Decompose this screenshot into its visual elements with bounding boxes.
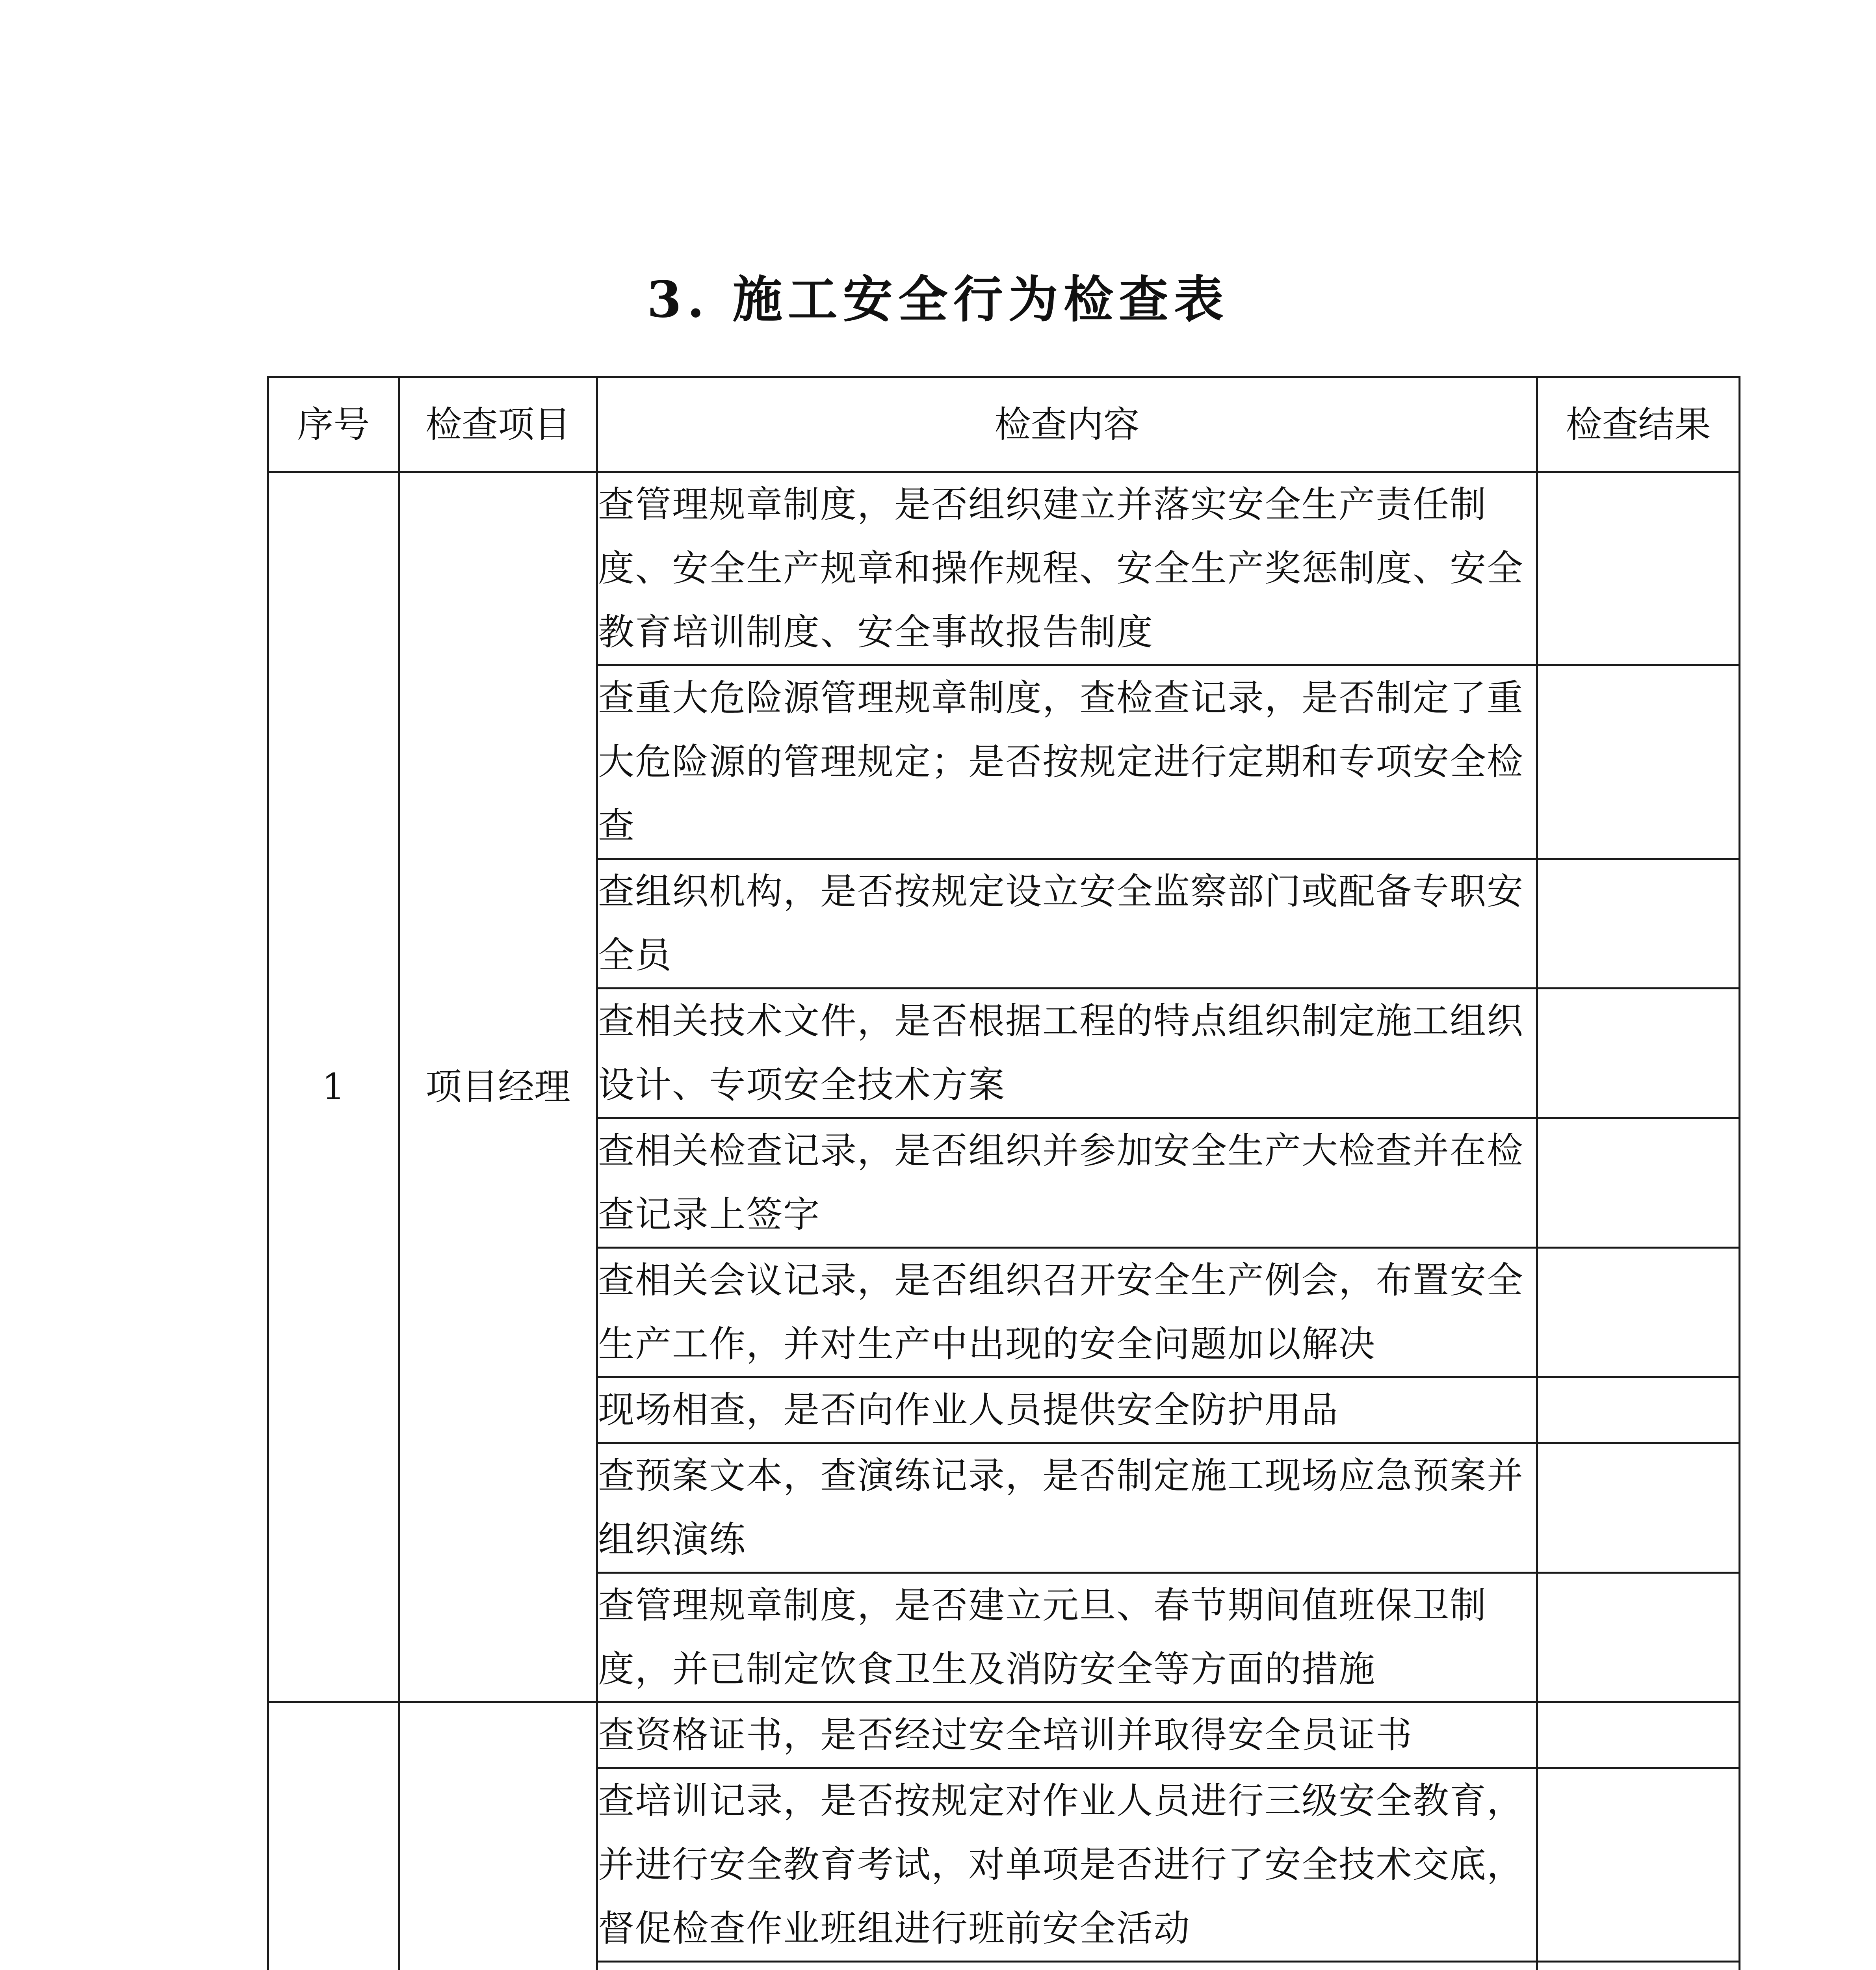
check-result-cell[interactable] [1537, 1118, 1740, 1248]
check-result-cell[interactable] [1537, 1443, 1740, 1573]
check-content: 查重大危险源管理规章制度，查检查记录，是否制定了重大危险源的管理规定；是否按规定进行定期和专项安全检查 [597, 665, 1537, 859]
check-item [399, 1702, 597, 1970]
check-content [597, 1962, 1537, 1970]
check-content: 查相关技术文件，是否根据工程的特点组织制定施工组织设计、专项安全技术方案 [597, 989, 1537, 1118]
table-header-row [268, 377, 1740, 472]
check-item: 项目经理 [399, 472, 597, 1702]
page-title: 3. 施工安全行为检查表 [647, 270, 1229, 329]
table-row [268, 472, 1740, 665]
row-number: 1 [268, 472, 399, 1702]
check-result-cell[interactable] [1537, 989, 1740, 1118]
check-result-cell[interactable] [1537, 1248, 1740, 1377]
check-result-cell[interactable] [1537, 1702, 1740, 1768]
header-item: 检查项目 [399, 377, 597, 472]
check-content: 查组织机构，是否按规定设立安全监察部门或配备专职安全员 [597, 859, 1537, 989]
header-no: 序号 [268, 377, 399, 472]
check-result-cell[interactable] [1537, 665, 1740, 859]
check-result-cell[interactable] [1537, 1573, 1740, 1702]
check-content: 查管理规章制度，是否组织建立并落实安全生产责任制度、安全生产规章和操作规程、安全生产奖惩制度、安全教育培训制度、安全事故报告制度 [597, 472, 1537, 665]
check-content: 现场相查，是否向作业人员提供安全防护用品 [597, 1377, 1537, 1443]
check-content: 查资格证书，是否经过安全培训并取得安全员证书 [597, 1702, 1537, 1768]
inspection-table [267, 376, 1740, 1970]
check-result-cell[interactable] [1537, 859, 1740, 989]
check-content: 查相关检查记录，是否组织并参加安全生产大检查并在检查记录上签字 [597, 1118, 1537, 1248]
row-number [268, 1702, 399, 1970]
header-result: 检查结果 [1537, 377, 1740, 472]
check-result-cell[interactable] [1537, 472, 1740, 665]
check-result-cell[interactable] [1537, 1377, 1740, 1443]
check-content: 查培训记录，是否按规定对作业人员进行三级安全教育，并进行安全教育考试，对单项是否进行了安全技术交底，督促检查作业班组进行班前安全活动 [597, 1768, 1537, 1962]
check-result-cell[interactable] [1537, 1768, 1740, 1962]
table-row [268, 1702, 1740, 1768]
check-content: 查相关会议记录，是否组织召开安全生产例会，布置安全生产工作，并对生产中出现的安全问题加以解决 [597, 1248, 1537, 1377]
check-content: 查预案文本，查演练记录，是否制定施工现场应急预案并组织演练 [597, 1443, 1537, 1573]
check-result-cell[interactable] [1537, 1962, 1740, 1970]
header-content: 检查内容 [597, 377, 1537, 472]
check-content: 查管理规章制度，是否建立元旦、春节期间值班保卫制度，并已制定饮食卫生及消防安全等方面的措施 [597, 1573, 1537, 1702]
